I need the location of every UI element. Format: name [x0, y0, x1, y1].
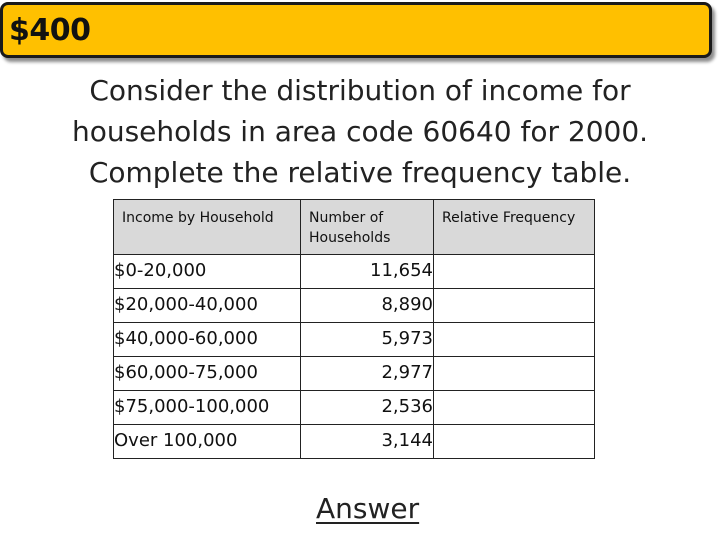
income-cell: $60,000-75,000 — [114, 357, 301, 391]
question-text — [20, 70, 700, 193]
table-header-row — [114, 200, 595, 255]
header-households — [301, 200, 434, 255]
question-line: Consider the distribution of income for — [89, 74, 631, 107]
question-line: households in area code 60640 for 2000. — [71, 115, 649, 148]
point-value: $400 — [9, 13, 91, 48]
count-cell: 8,890 — [301, 289, 434, 323]
point-value-banner — [0, 2, 712, 58]
table-row — [114, 357, 595, 391]
relative-frequency-cell[interactable] — [434, 391, 595, 425]
table-row — [114, 289, 595, 323]
question-line: Complete the relative frequency table. — [88, 156, 632, 189]
table-row — [114, 425, 595, 459]
income-cell: $0-20,000 — [114, 255, 301, 289]
income-cell: Over 100,000 — [114, 425, 301, 459]
table-row — [114, 323, 595, 357]
count-cell: 5,973 — [301, 323, 434, 357]
header-relative-frequency: Relative Frequency — [434, 200, 595, 255]
relative-frequency-table — [113, 199, 595, 459]
relative-frequency-cell[interactable] — [434, 255, 595, 289]
table-row — [114, 255, 595, 289]
answer-link[interactable]: Answer — [316, 492, 420, 525]
relative-frequency-cell[interactable] — [434, 357, 595, 391]
header-income: Income by Household — [114, 200, 301, 255]
relative-frequency-cell[interactable] — [434, 323, 595, 357]
income-cell: $20,000-40,000 — [114, 289, 301, 323]
relative-frequency-cell[interactable] — [434, 289, 595, 323]
table-row — [114, 391, 595, 425]
count-cell: 3,144 — [301, 425, 434, 459]
count-cell: 2,536 — [301, 391, 434, 425]
header-households-label: Number of Households — [309, 210, 391, 246]
count-cell: 2,977 — [301, 357, 434, 391]
count-cell: 11,654 — [301, 255, 434, 289]
income-cell: $75,000-100,000 — [114, 391, 301, 425]
income-cell: $40,000-60,000 — [114, 323, 301, 357]
relative-frequency-cell[interactable] — [434, 425, 595, 459]
